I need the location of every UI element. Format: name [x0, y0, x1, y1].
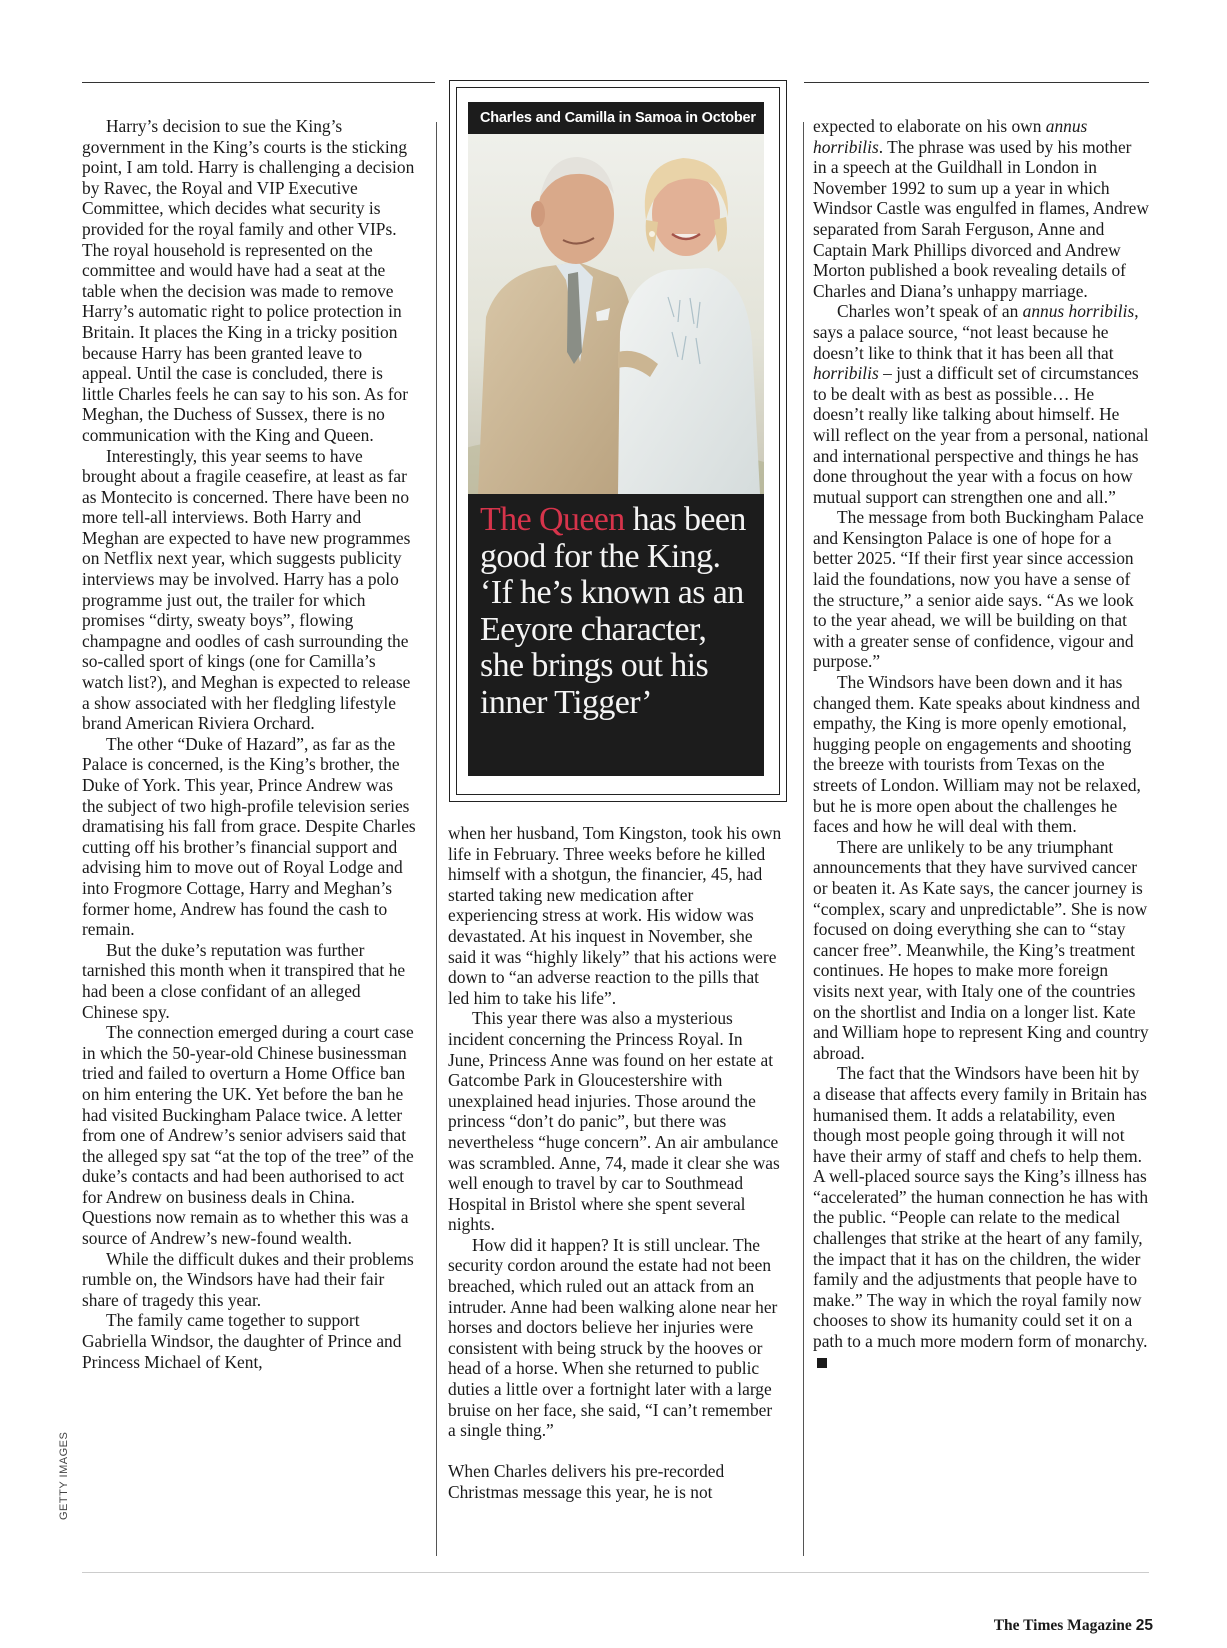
top-rule-right [804, 82, 1149, 83]
bottom-rule [82, 1572, 1149, 1573]
paragraph: when her husband, Tom Kingston, took his own life in February. Three weeks before he killed himself with a shotgun, the financier, 45, had started taking new medication after experiencing stress at work. His widow was devastated. At his inquest in November, she said it was “highly likely” that his actions were down to “an adverse reaction to the pills that led him to take his life”. [448, 823, 782, 1008]
photo-illustration [468, 102, 764, 494]
italic-phrase: annus horribilis [1022, 301, 1135, 322]
column-divider-right [803, 122, 804, 1556]
text-run: expected to elaborate on his own [813, 116, 1046, 136]
italic-phrase: annus horribilis [813, 116, 1088, 157]
magazine-name: The Times Magazine [993, 1617, 1132, 1634]
photo-charles-and-camilla [468, 102, 764, 494]
paragraph: The other “Duke of Hazard”, as far as the Palace is concerned, is the King’s brother, the Duke of York. This year, Prince Andrew was the subject of two high-profile television series dramatising his fall from grace. Despite Charles cutting off his brother’s financial support and advising him to move out of Royal Lodge and into Frogmore Cottage, Harry and Meghan’s former home, Andrew has found the cash to remain. [82, 733, 416, 940]
paragraph: The message from both Buckingham Palace and Kensington Palace is one of hope for a better 2025. “If their first year since accession laid the foundations, now you have a sense of the structure,” a senior aide says. “As we look to the year ahead, we will be building on that with a greater sense of confidence, vigour and purpose.” [813, 507, 1144, 672]
photo-caption: Charles and Camilla in Samoa in October [468, 102, 764, 134]
paragraph: Harry’s decision to sue the King’s government in the King’s courts is the sticking point, I am told. Harry is challenging a decision by Ravec, the Royal and VIP Executive Committee, which decides what security is provided for the royal family and other VIPs. The royal household is represented on the committee and would have had a seat at the table when the decision was made to remove Harry’s automatic right to police protection in Britain. It places the King in a tricky position because Harry has been granted leave to appeal. Until the case is concluded, there is little Charles feels he can say to his son. As for Meghan, the Duchess of Sussex, there is no communication with the King and Queen. [82, 116, 415, 445]
text-run: , says a palace source, “not least because he doesn’t like to think that it has been all that [813, 301, 1139, 363]
photo-credit: GETTY IMAGES [58, 1431, 70, 1520]
paragraph [813, 1063, 1149, 1372]
paragraph: How did it happen? It is still unclear. The security cordon around the estate had not been breached, which ruled out an attack from an intruder. Anne had been walking alone near her horses and doctors believe her injuries were consistent with being struck by the hooves or head of a horse. When she returned to public duties a little over a fortnight later with a large bruise on her face, she said, “I can’t remember a single thing.” [448, 1234, 778, 1441]
column-divider-left [436, 122, 437, 1556]
page-number: 25 [1135, 1617, 1153, 1634]
article-column-1 [82, 116, 416, 1372]
text-run: . The phrase was used by his mother in a speech at the Guildhall in London in November 1992 to sum up a year in which Windsor Castle was engulfed in flames, Andrew separated from Sarah Ferguson, Anne and Captain Mark Phillips divorced and Andrew Morton published a book revealing details of Charles and Diana’s unhappy marriage. [813, 136, 1149, 301]
paragraph: The Windsors have been down and it has changed them. Kate speaks about kindness and empathy, the King is more openly emotional, hugging people on engagements and shooting the breeze with tourists from Texas on the streets of London. William may not be relaxed, but he is more open about the challenges he faces and how he will deal with them. [813, 672, 1141, 837]
paragraph: But the duke’s reputation was further tarnished this month when it transpired that he had been a close confidant of an alleged Chinese spy. [82, 939, 406, 1022]
text-run: Charles won’t speak of an [837, 301, 1023, 322]
paragraph: Interestingly, this year seems to have brought about a fragile ceasefire, at least as far as Montecito is concerned. There have been no more tell-all interviews. Both Harry and Meghan are expected to have new programmes on Netflix next year, which suggests publicity interviews may be involved. Harry has a polo programme just out, the trailer for which promises “dirty, sweaty boys”, flowing champagne and oodles of cash surrounding the so-called sport of kings (one for Camilla’s watch list?), and Meghan is expected to release a show associated with her fledgling lifestyle brand American Riviera Orchard. [82, 445, 411, 734]
top-rule-left [82, 82, 435, 83]
pull-quote-highlight: The Queen [480, 501, 625, 538]
paragraph [813, 116, 1149, 301]
page-footer [994, 1617, 1153, 1635]
italic-phrase: horribilis [813, 363, 879, 384]
pull-quote [468, 494, 764, 776]
end-mark-icon [817, 1358, 827, 1368]
text-run: The fact that the Windsors have been hit by a disease that affects every family in Britain has humanised them. It adds a relatability, even though most people going through it will not have their army of staff and chefs to help them. A well-placed source says the King’s illness has “accelerated” the human connection he has with the public. “People can relate to the medical challenges that strike at the heart of any family, the impact that it has on the children, the wider family and the adjustments that people have to make.” The way in which the royal family now chooses to show its humanity could set it on a path to a much more modern form of monarchy. [813, 1063, 1149, 1352]
paragraph [813, 301, 1149, 507]
paragraph: There are unlikely to be any triumphant announcements that they have survived cancer or beaten it. As Kate says, the cancer journey is “complex, scary and unpredictable”. She is now focused on doing everything she can to “stay cancer free”. Meanwhile, the King’s treatment continues. He hopes to make more foreign visits next year, with Italy one of the countries on the shortlist and India on a longer list. Kate and William hope to represent King and country abroad. [813, 836, 1149, 1063]
paragraph: The connection emerged during a court case in which the 50-year-old Chinese businessman tried and failed to overturn a Home Office ban on him entering the UK. Yet before the ban he had visited Buckingham Palace twice. A letter from one of Andrew’s senior advisers said that the alleged spy sat “at the top of the tree” of the duke’s contacts and had been authorised to act for Andrew on business deals in China. Questions now remain as to whether this was a source of Andrew’s new-found wealth. [82, 1022, 414, 1249]
article-column-3 [813, 116, 1149, 1372]
text-run: – just a difficult set of circumstances to be dealt with as best as possible… He doesn’t really like talking about himself. He will reflect on the year from a personal, national and international perspective and things he has done throughout the year with a focus on how mutual support can strengthen one and all.” [813, 363, 1149, 507]
paragraph: When Charles delivers his pre-recorded Christmas message this year, he is not [448, 1461, 725, 1502]
pull-quote-text: has been good for the King. ‘If he’s known as an Eeyore character, she brings out his inner Tigger’ [480, 501, 746, 721]
paragraph: This year there was also a mysterious incident concerning the Princess Royal. In June, Princess Anne was found on her estate at Gatcombe Park in Gloucestershire with unexplained head injuries. Those around the princess “don’t do panic”, but there was nevertheless “huge concern”. An air ambulance was scrambled. Anne, 74, made it clear she was well enough to travel by car to Southmead Hospital in Bristol where she spent several nights. [448, 1008, 780, 1235]
paragraph: The family came together to support Gabriella Windsor, the daughter of Prince and Princess Michael of Kent, [82, 1310, 402, 1372]
article-column-2 [448, 823, 782, 1503]
paragraph: While the difficult dukes and their problems rumble on, the Windsors have had their fair share of tragedy this year. [82, 1248, 414, 1310]
